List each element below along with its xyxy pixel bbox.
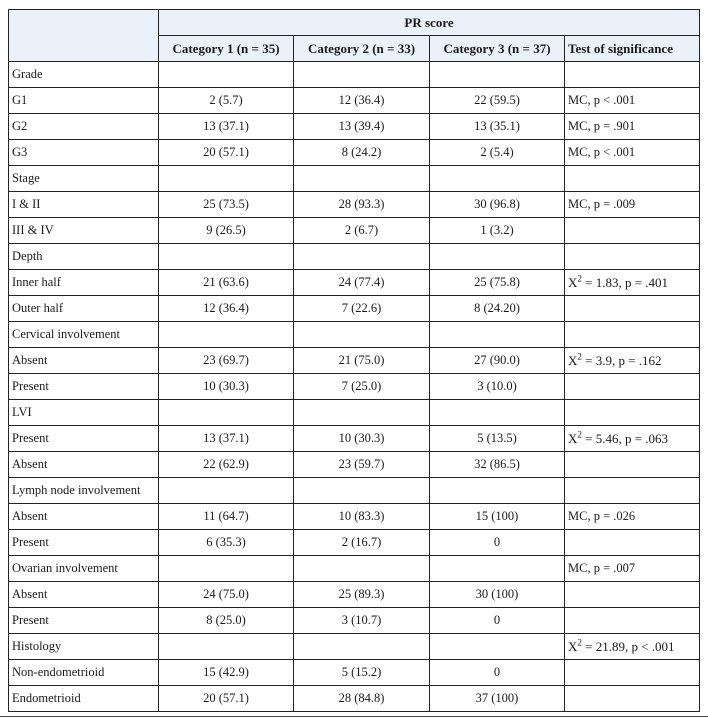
chi-superscript: 2 [577, 637, 582, 648]
chi-symbol: X [568, 638, 578, 654]
category-3-cell [430, 478, 565, 504]
category-2-cell: 2 (16.7) [294, 530, 430, 556]
table-row [9, 270, 700, 296]
category-2-cell [294, 400, 430, 426]
chi-square-statistic [568, 353, 662, 368]
chi-symbol: X [568, 274, 578, 290]
row-label-cell: Stage [9, 166, 159, 192]
category-1-cell: 2 (5.7) [159, 88, 294, 114]
category-2-cell: 23 (59.7) [294, 452, 430, 478]
category-3-cell: 22 (59.5) [430, 88, 565, 114]
table-row [9, 478, 700, 504]
chi-symbol: X [568, 352, 578, 368]
category-1-cell: 11 (64.7) [159, 504, 294, 530]
category-2-cell: 12 (36.4) [294, 88, 430, 114]
test-of-significance-cell [565, 582, 700, 608]
category-2-cell: 28 (84.8) [294, 686, 430, 712]
row-label-cell: G1 [9, 88, 159, 114]
test-of-significance-cell [565, 322, 700, 348]
test-of-significance-cell [565, 478, 700, 504]
row-label-cell: Present [9, 426, 159, 452]
category-1-cell: 22 (62.9) [159, 452, 294, 478]
row-label-cell: Endometrioid [9, 686, 159, 712]
row-label-cell: Depth [9, 244, 159, 270]
category-1-cell: 8 (25.0) [159, 608, 294, 634]
test-of-significance-cell [565, 296, 700, 322]
category-2-cell: 13 (39.4) [294, 114, 430, 140]
category-3-cell: 0 [430, 660, 565, 686]
row-label-cell: Non-endometrioid [9, 660, 159, 686]
category-3-cell: 0 [430, 530, 565, 556]
test-of-significance-cell [565, 348, 700, 374]
category-2-cell [294, 62, 430, 88]
column-header-category-2: Category 2 (n = 33) [294, 36, 430, 62]
chi-square-statistic [568, 431, 668, 446]
category-2-cell: 25 (89.3) [294, 582, 430, 608]
category-2-cell: 10 (30.3) [294, 426, 430, 452]
test-of-significance-cell: MC, p < .001 [565, 88, 700, 114]
test-of-significance-cell [565, 452, 700, 478]
category-1-cell: 24 (75.0) [159, 582, 294, 608]
category-2-cell: 5 (15.2) [294, 660, 430, 686]
table-row [9, 530, 700, 556]
category-1-cell: 25 (73.5) [159, 192, 294, 218]
category-3-cell [430, 244, 565, 270]
pr-score-group-header: PR score [159, 10, 700, 36]
category-2-cell: 28 (93.3) [294, 192, 430, 218]
row-label-cell: G3 [9, 140, 159, 166]
table-row [9, 660, 700, 686]
test-of-significance-cell: MC, p < .001 [565, 140, 700, 166]
category-3-cell: 30 (100) [430, 582, 565, 608]
table-row [9, 88, 700, 114]
category-3-cell: 15 (100) [430, 504, 565, 530]
category-3-cell: 27 (90.0) [430, 348, 565, 374]
category-1-cell [159, 556, 294, 582]
category-1-cell [159, 244, 294, 270]
category-3-cell: 0 [430, 608, 565, 634]
row-label-cell: Ovarian involvement [9, 556, 159, 582]
row-label-cell: Grade [9, 62, 159, 88]
row-label-cell: Inner half [9, 270, 159, 296]
category-3-cell: 37 (100) [430, 686, 565, 712]
test-of-significance-cell [565, 686, 700, 712]
table-row [9, 556, 700, 582]
table-row [9, 140, 700, 166]
table-row [9, 452, 700, 478]
bottom-rule [0, 716, 708, 717]
row-label-cell: Absent [9, 504, 159, 530]
row-label-cell: Present [9, 374, 159, 400]
category-2-cell [294, 634, 430, 660]
category-3-cell: 5 (13.5) [430, 426, 565, 452]
table-body [9, 62, 700, 712]
category-3-cell [430, 322, 565, 348]
column-header-category-3: Category 3 (n = 37) [430, 36, 565, 62]
row-label-cell: Lymph node involvement [9, 478, 159, 504]
category-1-cell: 9 (26.5) [159, 218, 294, 244]
test-of-significance-cell [565, 244, 700, 270]
table-row [9, 686, 700, 712]
table-row [9, 322, 700, 348]
chi-square-statistic [568, 275, 668, 290]
table-row [9, 218, 700, 244]
test-of-significance-cell: MC, p = .009 [565, 192, 700, 218]
test-of-significance-cell: MC, p = .026 [565, 504, 700, 530]
category-3-cell: 1 (3.2) [430, 218, 565, 244]
category-3-cell: 8 (24.20) [430, 296, 565, 322]
table-row [9, 634, 700, 660]
category-3-cell: 32 (86.5) [430, 452, 565, 478]
table-row [9, 244, 700, 270]
chi-superscript: 2 [577, 273, 582, 284]
table-row [9, 114, 700, 140]
category-1-cell: 20 (57.1) [159, 140, 294, 166]
category-2-cell [294, 244, 430, 270]
column-header-category-1: Category 1 (n = 35) [159, 36, 294, 62]
category-2-cell: 2 (6.7) [294, 218, 430, 244]
test-of-significance-cell [565, 660, 700, 686]
table-container [8, 9, 699, 712]
category-2-cell: 21 (75.0) [294, 348, 430, 374]
category-1-cell: 12 (36.4) [159, 296, 294, 322]
category-1-cell: 10 (30.3) [159, 374, 294, 400]
category-3-cell: 25 (75.8) [430, 270, 565, 296]
test-of-significance-cell [565, 166, 700, 192]
category-3-cell [430, 400, 565, 426]
header-corner-cell [9, 10, 159, 62]
category-1-cell [159, 322, 294, 348]
table-row [9, 374, 700, 400]
category-3-cell: 2 (5.4) [430, 140, 565, 166]
category-1-cell: 21 (63.6) [159, 270, 294, 296]
table-row [9, 504, 700, 530]
chi-value-text: = 1.83, p = .401 [581, 274, 669, 290]
category-1-cell: 23 (69.7) [159, 348, 294, 374]
table-row [9, 582, 700, 608]
table-row [9, 296, 700, 322]
chi-symbol: X [568, 430, 578, 446]
category-3-cell: 3 (10.0) [430, 374, 565, 400]
category-2-cell: 24 (77.4) [294, 270, 430, 296]
table-row [9, 400, 700, 426]
category-1-cell [159, 62, 294, 88]
category-3-cell: 30 (96.8) [430, 192, 565, 218]
category-1-cell: 13 (37.1) [159, 426, 294, 452]
row-label-cell: III & IV [9, 218, 159, 244]
row-label-cell: LVI [9, 400, 159, 426]
category-1-cell: 6 (35.3) [159, 530, 294, 556]
row-label-cell: Present [9, 608, 159, 634]
category-2-cell [294, 166, 430, 192]
category-1-cell: 13 (37.1) [159, 114, 294, 140]
table-row [9, 426, 700, 452]
chi-value-text: = 5.46, p = .063 [581, 430, 669, 446]
table-row [9, 192, 700, 218]
row-label-cell: G2 [9, 114, 159, 140]
pr-score-table [8, 9, 700, 712]
category-1-cell [159, 166, 294, 192]
row-label-cell: Outer half [9, 296, 159, 322]
row-label-cell: Absent [9, 348, 159, 374]
category-1-cell: 20 (57.1) [159, 686, 294, 712]
category-3-cell [430, 166, 565, 192]
category-1-cell [159, 634, 294, 660]
category-3-cell [430, 62, 565, 88]
row-label-cell: Histology [9, 634, 159, 660]
test-of-significance-cell: MC, p = .007 [565, 556, 700, 582]
row-label-cell: Absent [9, 582, 159, 608]
category-2-cell: 7 (22.6) [294, 296, 430, 322]
column-header-test-of-significance: Test of significance [565, 36, 700, 62]
row-label-cell: Present [9, 530, 159, 556]
category-3-cell [430, 634, 565, 660]
table-row [9, 62, 700, 88]
category-2-cell [294, 556, 430, 582]
test-of-significance-cell [565, 530, 700, 556]
chi-superscript: 2 [577, 351, 582, 362]
category-1-cell [159, 478, 294, 504]
table-row [9, 608, 700, 634]
test-of-significance-cell [565, 608, 700, 634]
test-of-significance-cell [565, 270, 700, 296]
test-of-significance-cell [565, 374, 700, 400]
test-of-significance-cell: MC, p = .901 [565, 114, 700, 140]
category-1-cell [159, 400, 294, 426]
row-label-cell: Cervical involvement [9, 322, 159, 348]
chi-value-text: = 21.89, p < .001 [581, 638, 675, 654]
category-2-cell: 7 (25.0) [294, 374, 430, 400]
chi-superscript: 2 [577, 429, 582, 440]
category-2-cell: 8 (24.2) [294, 140, 430, 166]
test-of-significance-cell [565, 634, 700, 660]
category-2-cell: 3 (10.7) [294, 608, 430, 634]
category-2-cell [294, 478, 430, 504]
row-label-cell: I & II [9, 192, 159, 218]
test-of-significance-cell [565, 62, 700, 88]
header-row-group [9, 10, 700, 36]
chi-value-text: = 3.9, p = .162 [581, 352, 662, 368]
table-row [9, 166, 700, 192]
test-of-significance-cell [565, 426, 700, 452]
chi-square-statistic [568, 639, 675, 654]
table-row [9, 348, 700, 374]
category-1-cell: 15 (42.9) [159, 660, 294, 686]
category-2-cell [294, 322, 430, 348]
category-3-cell [430, 556, 565, 582]
row-label-cell: Absent [9, 452, 159, 478]
test-of-significance-cell [565, 400, 700, 426]
category-2-cell: 10 (83.3) [294, 504, 430, 530]
category-3-cell: 13 (35.1) [430, 114, 565, 140]
test-of-significance-cell [565, 218, 700, 244]
